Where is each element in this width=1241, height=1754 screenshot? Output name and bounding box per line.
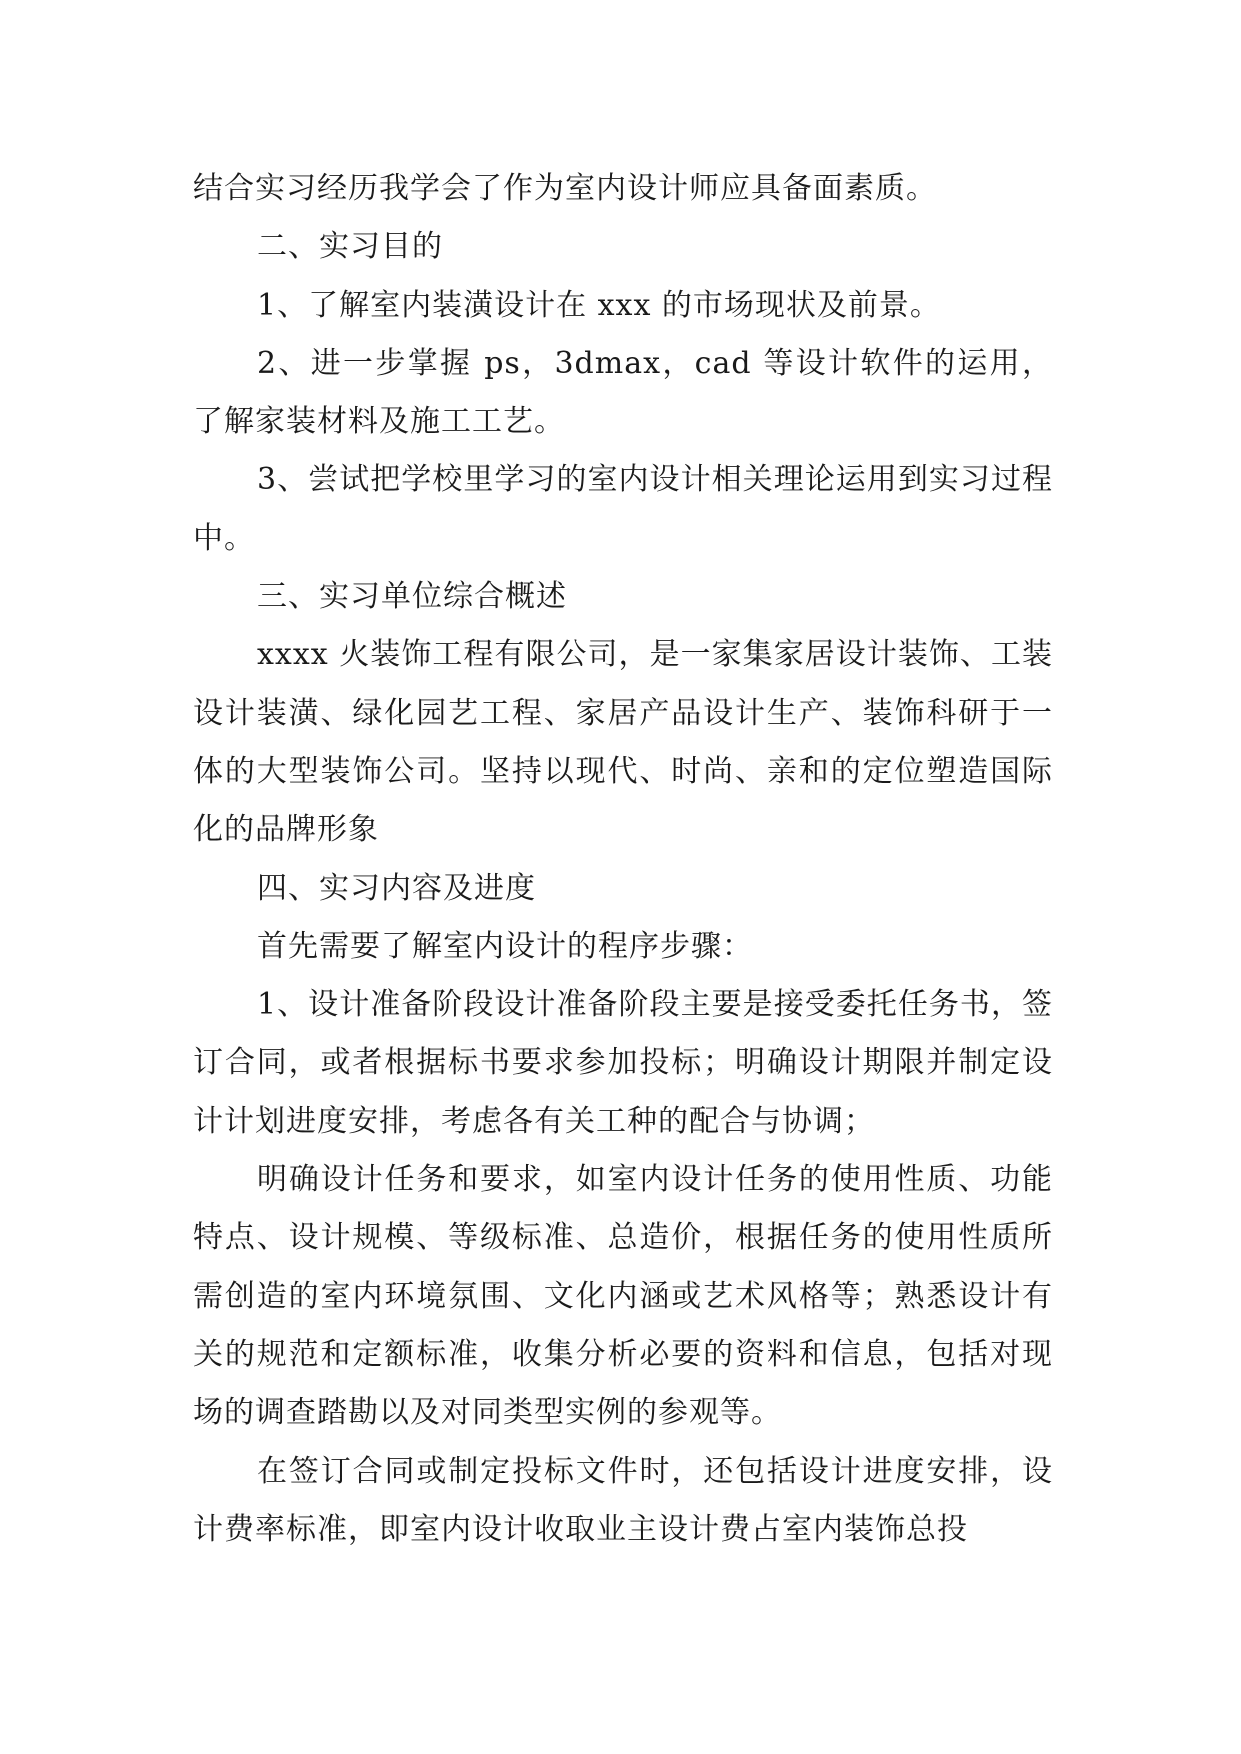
paragraph-company-description: xxxx 火装饰工程有限公司，是一家集家居设计装饰、工装设计装潢、绿化园艺工程、家居产品设计生产、装饰科研于一体的大型装饰公司。坚持以现代、时尚、亲和的定位塑造国际化的品牌形象 <box>193 637 1053 848</box>
paragraph-procedure-intro: 首先需要了解室内设计的程序步骤： <box>257 928 753 964</box>
list-item-objective-2: 2、进一步掌握 ps，3dmax，cad 等设计软件的运用，了解家装材料及施工工艺。 <box>193 345 1053 440</box>
list-item-objective-3: 3、尝试把学校里学习的室内设计相关理论运用到实习过程中。 <box>193 462 1053 556</box>
list-item-objective-1: 1、了解室内装潢设计在 xxx 的市场现状及前景。 <box>257 287 941 323</box>
paragraph-design-requirements: 明确设计任务和要求，如室内设计任务的使用性质、功能特点、设计规模、等级标准、总造价，根据任务的使用性质所需创造的室内环境氛围、文化内涵或艺术风格等；熟悉设计有关的规范和定额标准，收集分析必要的资料和信息，包括对现场的调查踏勘以及对同类型实例的参观等。 <box>193 1162 1053 1431</box>
section-heading-company-overview: 三、实习单位综合概述 <box>257 579 567 615</box>
paragraph-contract-details: 在签订合同或制定投标文件时，还包括设计进度安排，设计费率标准，即室内设计收取业主设计费占室内装饰总投 <box>193 1453 1053 1547</box>
document-body <box>193 160 1053 1559</box>
list-item-design-preparation: 1、设计准备阶段设计准备阶段主要是接受委托任务书，签订合同，或者根据标书要求参加投标；明确设计期限并制定设计计划进度安排，考虑各有关工种的配合与协调； <box>193 987 1053 1139</box>
section-heading-objectives: 二、实习目的 <box>257 229 443 265</box>
section-heading-content-progress: 四、实习内容及进度 <box>257 870 536 906</box>
paragraph-intro: 结合实习经历我学会了作为室内设计师应具备面素质。 <box>193 171 937 206</box>
